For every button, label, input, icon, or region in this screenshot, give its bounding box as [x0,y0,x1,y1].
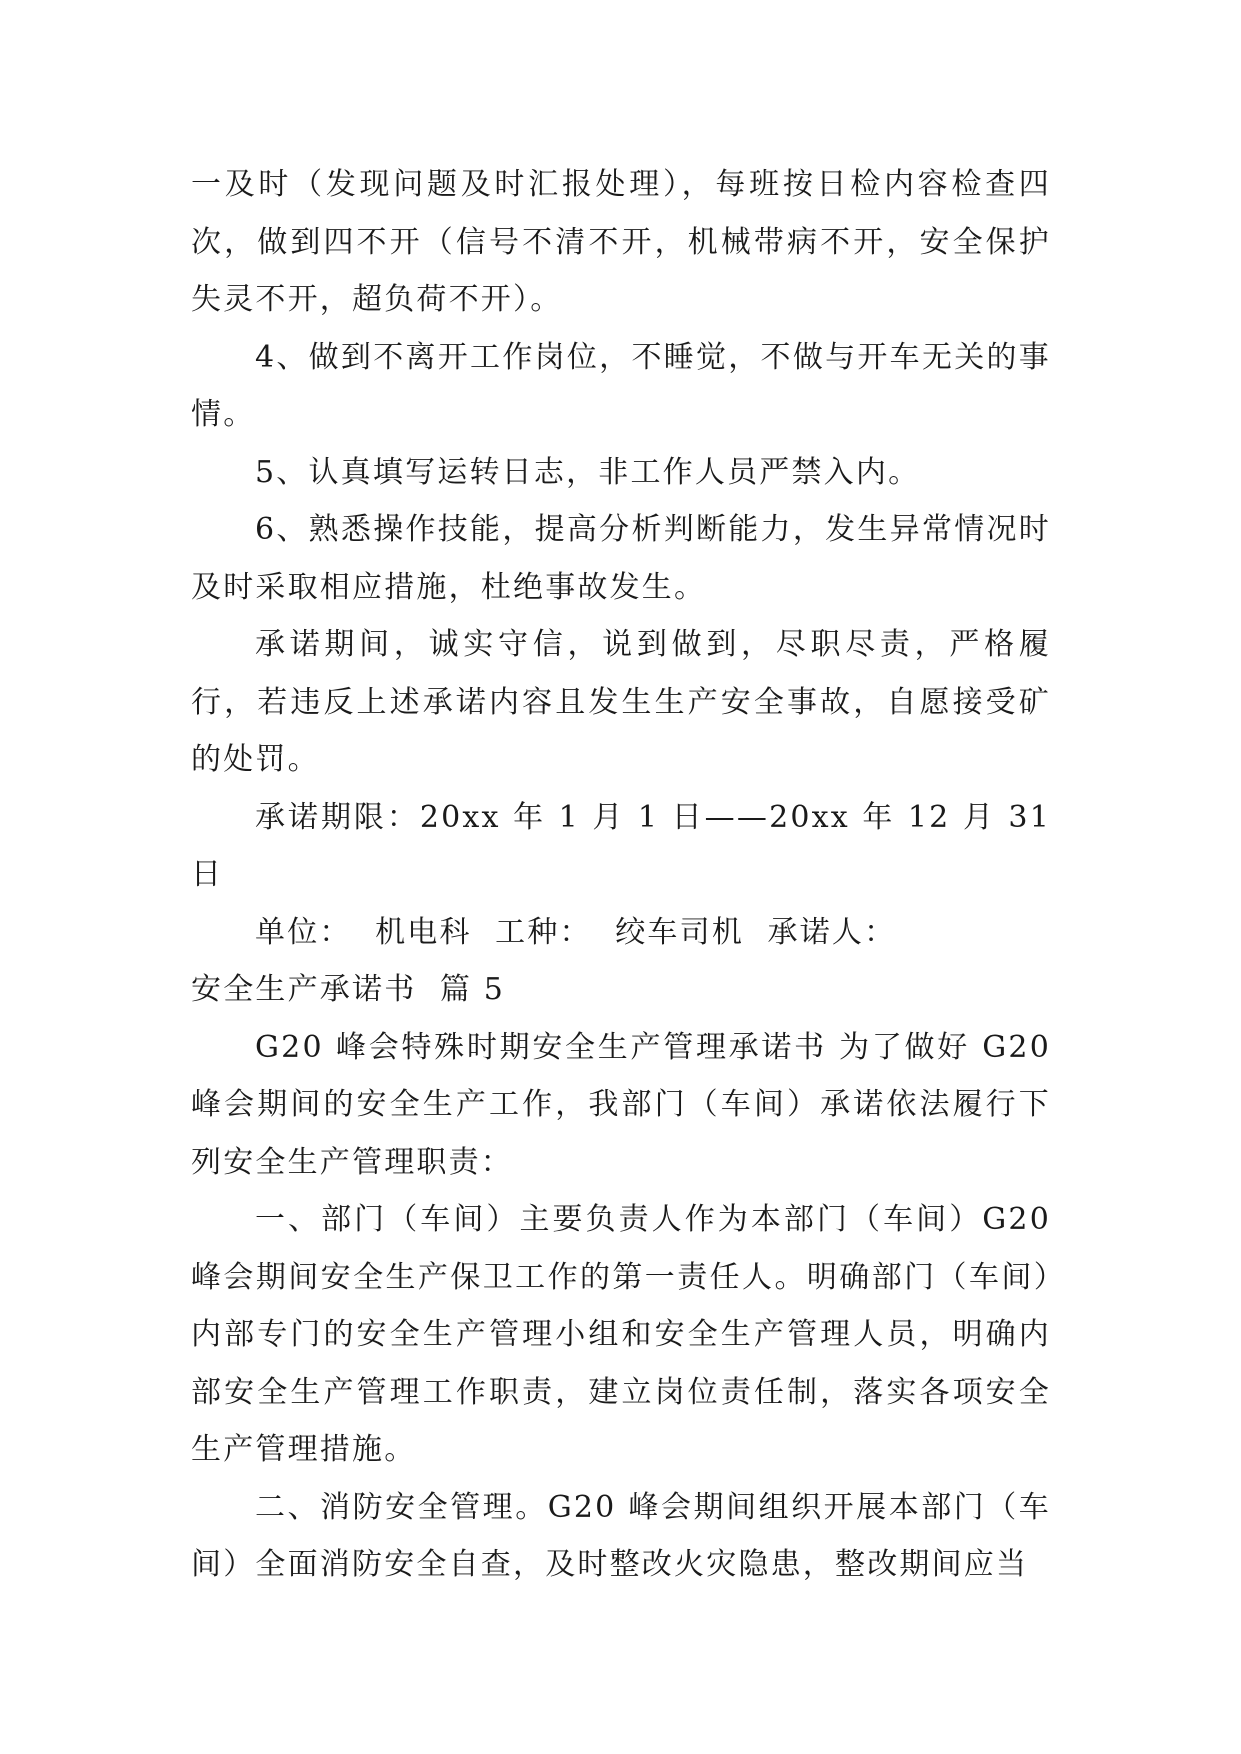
paragraph-item-6: 6、熟悉操作技能，提高分析判断能力，发生异常情况时及时采取相应措施，杜绝事故发生。 [191,512,1051,605]
paragraph-continuation: 一及时（发现问题及时汇报处理），每班按日检内容检查四次，做到四不开（信号不清不开，机械带病不开，安全保护失灵不开，超负荷不开）。 [191,167,1051,317]
paragraph-g20-item-1: 一、部门（车间）主要负责人作为本部门（车间）G20 峰会期间安全生产保卫工作的第一责任人。明确部门（车间）内部专门的安全生产管理小组和安全生产管理人员，明确内部安全生产管理工作职责，建立岗位责任制，落实各项安全生产管理措施。 [191,1202,1051,1467]
paragraph-item-5: 5、认真填写运转日志，非工作人员严禁入内。 [255,454,921,490]
paragraph-signature-line: 单位： 机电科 工种： 绞车司机 承诺人： [255,914,897,950]
paragraph-g20-intro: G20 峰会特殊时期安全生产管理承诺书 为了做好 G20 峰会期间的安全生产工作，我部门（车间）承诺依法履行下列安全生产管理职责： [191,1029,1051,1180]
section-heading: 安全生产承诺书 篇 5 [191,972,506,1007]
paragraph-commitment-period: 承诺期限：20xx 年 1 月 1 日——20xx 年 12 月 31 日 [191,799,1051,892]
paragraph-commitment: 承诺期间，诚实守信，说到做到，尽职尽责，严格履行，若违反上述承诺内容且发生生产安全事故，自愿接受矿的处罚。 [191,627,1051,777]
paragraph-g20-item-2: 二、消防安全管理。G20 峰会期间组织开展本部门（车间）全面消防安全自查，及时整改火灾隐患，整改期间应当 [191,1489,1051,1582]
document-body [191,156,1051,1594]
paragraph-item-4: 4、做到不离开工作岗位，不睡觉，不做与开车无关的事情。 [191,339,1051,432]
